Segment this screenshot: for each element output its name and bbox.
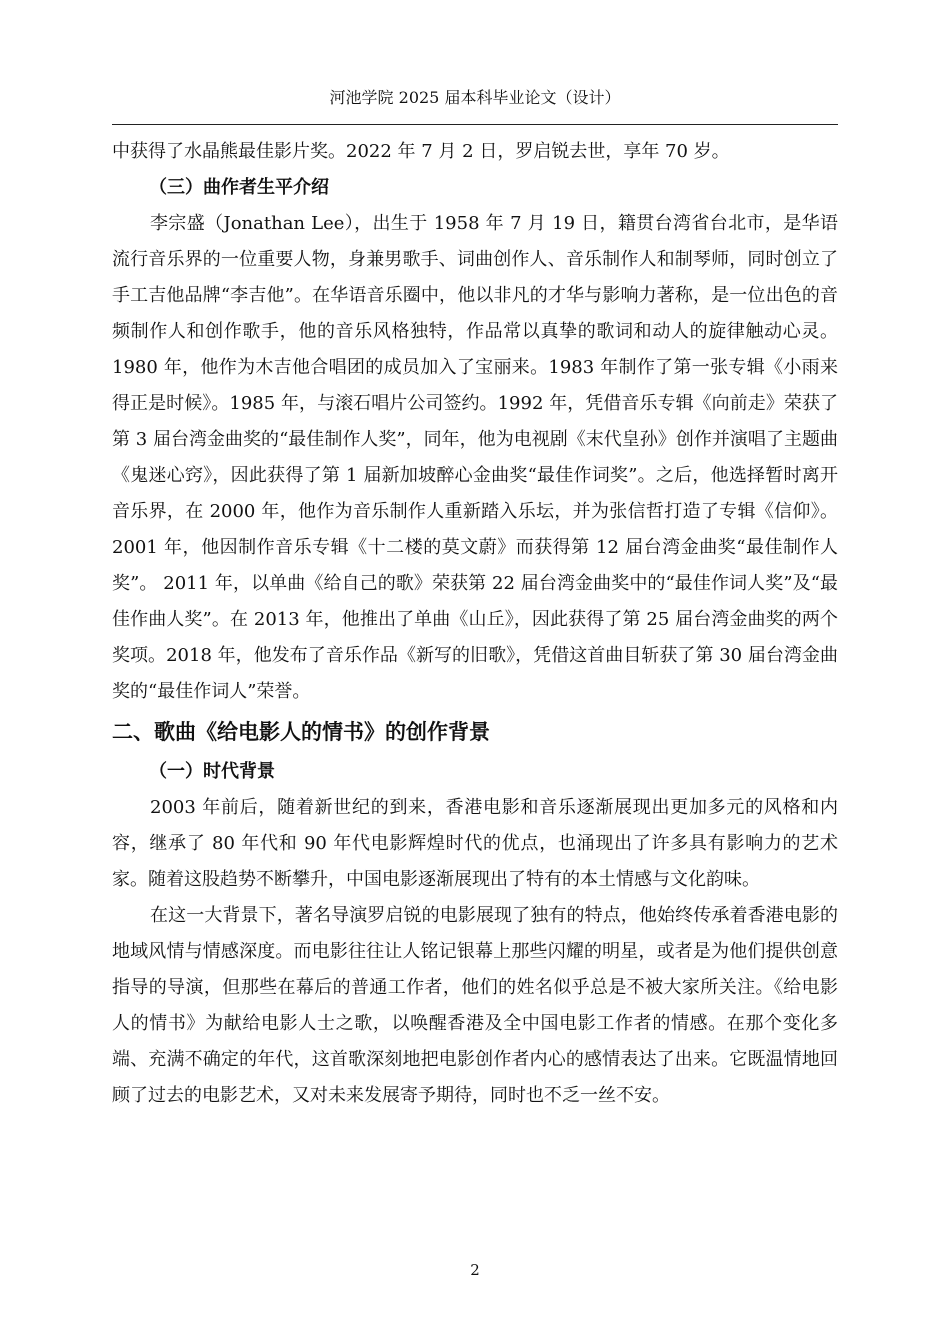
page-number: 2: [470, 1261, 480, 1279]
section-heading-composer-bio: （三）曲作者生平介绍: [149, 177, 329, 198]
header-divider: [112, 124, 838, 125]
paragraph-continuation: 中获得了水晶熊最佳影片奖。2022 年 7 月 2 日，罗启锐去世，享年 70 岁。: [112, 141, 730, 162]
section-heading-era-background: （一）时代背景: [149, 761, 275, 782]
paragraph-film-context: 在这一大背景下，著名导演罗启锐的电影展现了独有的特点，他始终传承着香港电影的地域风情与情感深度。而电影往往让人铭记银幕上那些闪耀的明星，或者是为他们提供创意指导的导演，但那些在幕后的普通工作者，他们的姓名似乎总是不被大家所关注。《给电影人的情书》为献给电影人士之歌，以唤醒香港及全中国电影工作者的情感。在那个变化多端、充满不确定的年代，这首歌深刻地把电影创作者内心的感情表达了出来。它既温情地回顾了过去的电影艺术，又对未来发展寄予期待，同时也不乏一丝不安。: [112, 905, 838, 1106]
chapter-heading-creation-background: 二、歌曲《给电影人的情书》的创作背景: [112, 720, 490, 744]
page-header-title: 河池学院 2025 届本科毕业论文（设计）: [329, 88, 621, 107]
page-body: [112, 134, 838, 1114]
paragraph-era-background: 2003 年前后，随着新世纪的到来，香港电影和音乐逐渐展现出更加多元的风格和内容，继承了 80 年代和 90 年代电影辉煌时代的优点，也涌现出了许多具有影响力的艺术家。随着这股趋势不断攀升，中国电影逐渐展现出了特有的本土情感与文化韵味。: [112, 797, 838, 890]
paragraph-composer-bio: 李宗盛（Jonathan Lee），出生于 1958 年 7 月 19 日，籍贯台湾省台北市，是华语流行音乐界的一位重要人物，身兼男歌手、词曲创作人、音乐制作人和制琴师，同时创立了手工吉他品牌“李吉他”。在华语音乐圈中，他以非凡的才华与影响力著称，是一位出色的音频制作人和创作歌手，他的音乐风格独特，作品常以真挚的歌词和动人的旋律触动心灵。1980 年，他作为木吉他合唱团的成员加入了宝丽来。1983 年制作了第一张专辑《小雨来得正是时候》。1985 年，与滚石唱片公司签约。1992 年，凭借音乐专辑《向前走》荣获了第 3 届台湾金曲奖的“最佳制作人奖”，同年，他为电视剧《末代皇孙》创作并演唱了主题曲《鬼迷心窍》，因此获得了第 1 届新加坡醉心金曲奖“最佳作词奖”。之后，他选择暂时离开音乐界，在 2000 年，他作为音乐制作人重新踏入乐坛，并为张信哲打造了专辑《信仰》。2001 年，他因制作音乐专辑《十二楼的莫文蔚》而获得第 12 届台湾金曲奖“最佳制作人奖”。 2011 年，以单曲《给自己的歌》荣获第 22 届台湾金曲奖中的“最佳作词人奖”及“最佳作曲人奖”。在 2013 年，他推出了单曲《山丘》，因此获得了第 25 届台湾金曲奖的两个奖项。2018 年，他发布了音乐作品《新写的旧歌》，凭借这首曲目斩获了第 30 届台湾金曲奖的“最佳作词人”荣誉。: [112, 213, 838, 702]
